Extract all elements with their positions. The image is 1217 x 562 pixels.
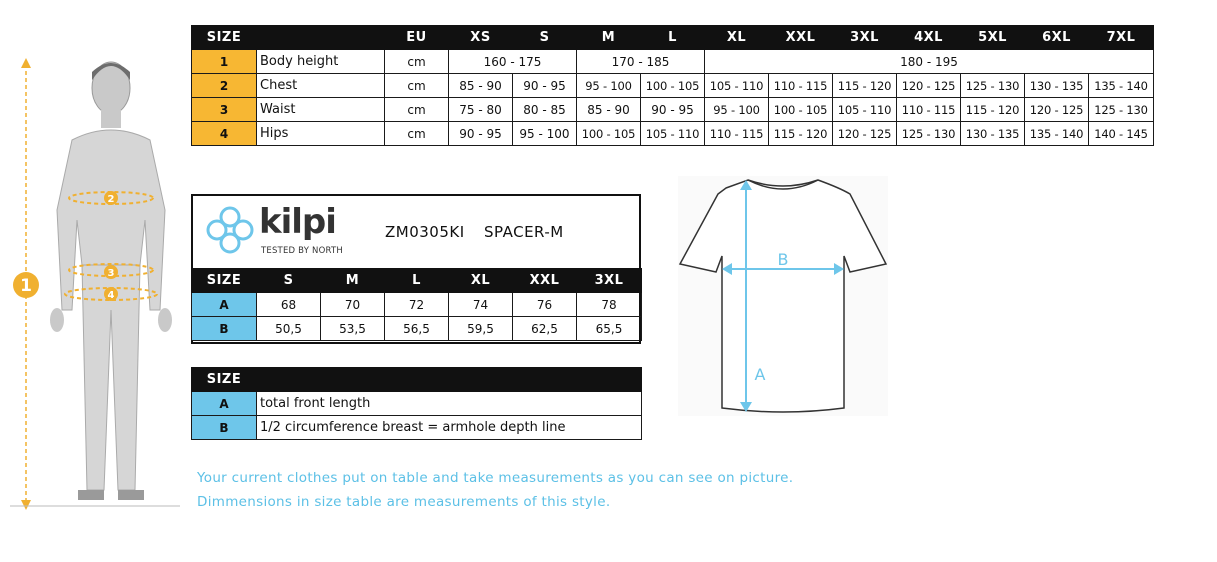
header-cell: L: [641, 26, 705, 50]
header-cell: XS: [449, 26, 513, 50]
table-cell: 100 - 105: [641, 74, 705, 98]
header-cell: M: [577, 26, 641, 50]
table-cell: 65,5: [577, 317, 642, 341]
table-cell: 85 - 90: [577, 98, 641, 122]
row-label: Body height: [257, 50, 385, 74]
row-key: B: [192, 416, 257, 440]
product-code: ZM0305KI: [385, 223, 465, 241]
brand-name: kilpi: [259, 202, 336, 242]
header-cell: XL: [449, 269, 513, 293]
header-cell: 6XL: [1025, 26, 1089, 50]
size-table-header: [192, 26, 1154, 50]
kilpi-knot-icon: [201, 204, 261, 256]
table-cell: 110 - 115: [705, 122, 769, 146]
table-cell: 76: [513, 293, 577, 317]
brand-logo: [201, 202, 351, 262]
row-number: 3: [192, 98, 257, 122]
table-cell: 120 - 125: [833, 122, 897, 146]
product-name: SPACER-M: [484, 223, 564, 241]
table-cell: 105 - 110: [833, 98, 897, 122]
unit-cell: cm: [385, 122, 449, 146]
header-cell: [257, 26, 385, 50]
table-cell: 95 - 100: [705, 98, 769, 122]
table-cell: 95 - 100: [577, 74, 641, 98]
row-number: 4: [192, 122, 257, 146]
table-cell: 68: [257, 293, 321, 317]
header-cell: [257, 368, 642, 392]
table-cell: 74: [449, 293, 513, 317]
table-cell: 59,5: [449, 317, 513, 341]
table-cell: 85 - 90: [449, 74, 513, 98]
table-cell: 170 - 185: [577, 50, 705, 74]
table-cell: 75 - 80: [449, 98, 513, 122]
row-key: A: [192, 392, 257, 416]
header-cell: L: [385, 269, 449, 293]
table-cell: 125 - 130: [961, 74, 1025, 98]
table-cell: 80 - 85: [513, 98, 577, 122]
row-number: 1: [192, 50, 257, 74]
marker-3: 3: [107, 268, 115, 279]
header-cell: 3XL: [833, 26, 897, 50]
marker-4: 4: [107, 290, 115, 301]
table-cell: 110 - 115: [769, 74, 833, 98]
row-key: B: [192, 317, 257, 341]
table-cell: 70: [321, 293, 385, 317]
table-cell: 140 - 145: [1089, 122, 1154, 146]
row-label: Chest: [257, 74, 385, 98]
header-cell: M: [321, 269, 385, 293]
table-cell: 100 - 105: [769, 98, 833, 122]
header-cell: SIZE: [192, 26, 257, 50]
table-cell: 90 - 95: [449, 122, 513, 146]
table-cell: 110 - 115: [897, 98, 961, 122]
header-cell: EU: [385, 26, 449, 50]
header-cell: XXL: [769, 26, 833, 50]
row-key: A: [192, 293, 257, 317]
label-b: B: [777, 250, 789, 269]
table-row: [192, 293, 642, 317]
unit-cell: cm: [385, 50, 449, 74]
table-cell: 160 - 175: [449, 50, 577, 74]
table-cell: 90 - 95: [513, 74, 577, 98]
table-cell: 95 - 100: [513, 122, 577, 146]
note-line-1: Your current clothes put on table and take measurements as you can see on picture.: [197, 470, 794, 486]
table-cell: 56,5: [385, 317, 449, 341]
header-cell: SIZE: [192, 269, 257, 293]
table-cell: 125 - 130: [1089, 98, 1154, 122]
marker-2: 2: [107, 194, 115, 205]
header-cell: S: [513, 26, 577, 50]
table-cell: 135 - 140: [1089, 74, 1154, 98]
legend-table: [191, 367, 642, 440]
table-row: [192, 98, 1154, 122]
table-cell: 130 - 135: [1025, 74, 1089, 98]
table-cell: 120 - 125: [1025, 98, 1089, 122]
table-cell: 78: [577, 293, 642, 317]
header-cell: XL: [705, 26, 769, 50]
table-cell: 115 - 120: [961, 98, 1025, 122]
table-cell: 115 - 120: [833, 74, 897, 98]
table-cell: 62,5: [513, 317, 577, 341]
table-row: [192, 74, 1154, 98]
table-cell: 130 - 135: [961, 122, 1025, 146]
unit-cell: cm: [385, 98, 449, 122]
table-cell: 100 - 105: [577, 122, 641, 146]
table-cell: 53,5: [321, 317, 385, 341]
product-size-table: [191, 268, 642, 341]
table-cell: 105 - 110: [705, 74, 769, 98]
header-cell: SIZE: [192, 368, 257, 392]
tshirt-diagram: [678, 176, 888, 416]
header-cell: 4XL: [897, 26, 961, 50]
table-row: [192, 50, 1154, 74]
table-cell: 72: [385, 293, 449, 317]
table-cell: 125 - 130: [897, 122, 961, 146]
table-row: [192, 122, 1154, 146]
table-cell: 120 - 125: [897, 74, 961, 98]
legend-text: 1/2 circumference breast = armhole depth line: [257, 416, 642, 440]
body-figure: [0, 50, 190, 515]
unit-cell: cm: [385, 74, 449, 98]
table-row: [192, 392, 642, 416]
legend-text: total front length: [257, 392, 642, 416]
row-label: Waist: [257, 98, 385, 122]
header-cell: 5XL: [961, 26, 1025, 50]
note-line-2: Dimmensions in size table are measurements of this style.: [197, 494, 611, 510]
header-cell: 3XL: [577, 269, 642, 293]
table-row: [192, 317, 642, 341]
header-cell: 7XL: [1089, 26, 1154, 50]
table-cell: 50,5: [257, 317, 321, 341]
header-cell: S: [257, 269, 321, 293]
product-table-header: [192, 269, 642, 293]
marker-1: 1: [20, 276, 32, 296]
size-table: [191, 25, 1154, 146]
row-number: 2: [192, 74, 257, 98]
header-cell: XXL: [513, 269, 577, 293]
row-label: Hips: [257, 122, 385, 146]
table-cell: 135 - 140: [1025, 122, 1089, 146]
legend-header: [192, 368, 642, 392]
table-cell: 90 - 95: [641, 98, 705, 122]
table-cell: 105 - 110: [641, 122, 705, 146]
table-cell: 180 - 195: [705, 50, 1154, 74]
brand-tagline: TESTED BY NORTH: [261, 246, 343, 256]
table-cell: 115 - 120: [769, 122, 833, 146]
label-a: A: [754, 365, 766, 384]
table-row: [192, 416, 642, 440]
